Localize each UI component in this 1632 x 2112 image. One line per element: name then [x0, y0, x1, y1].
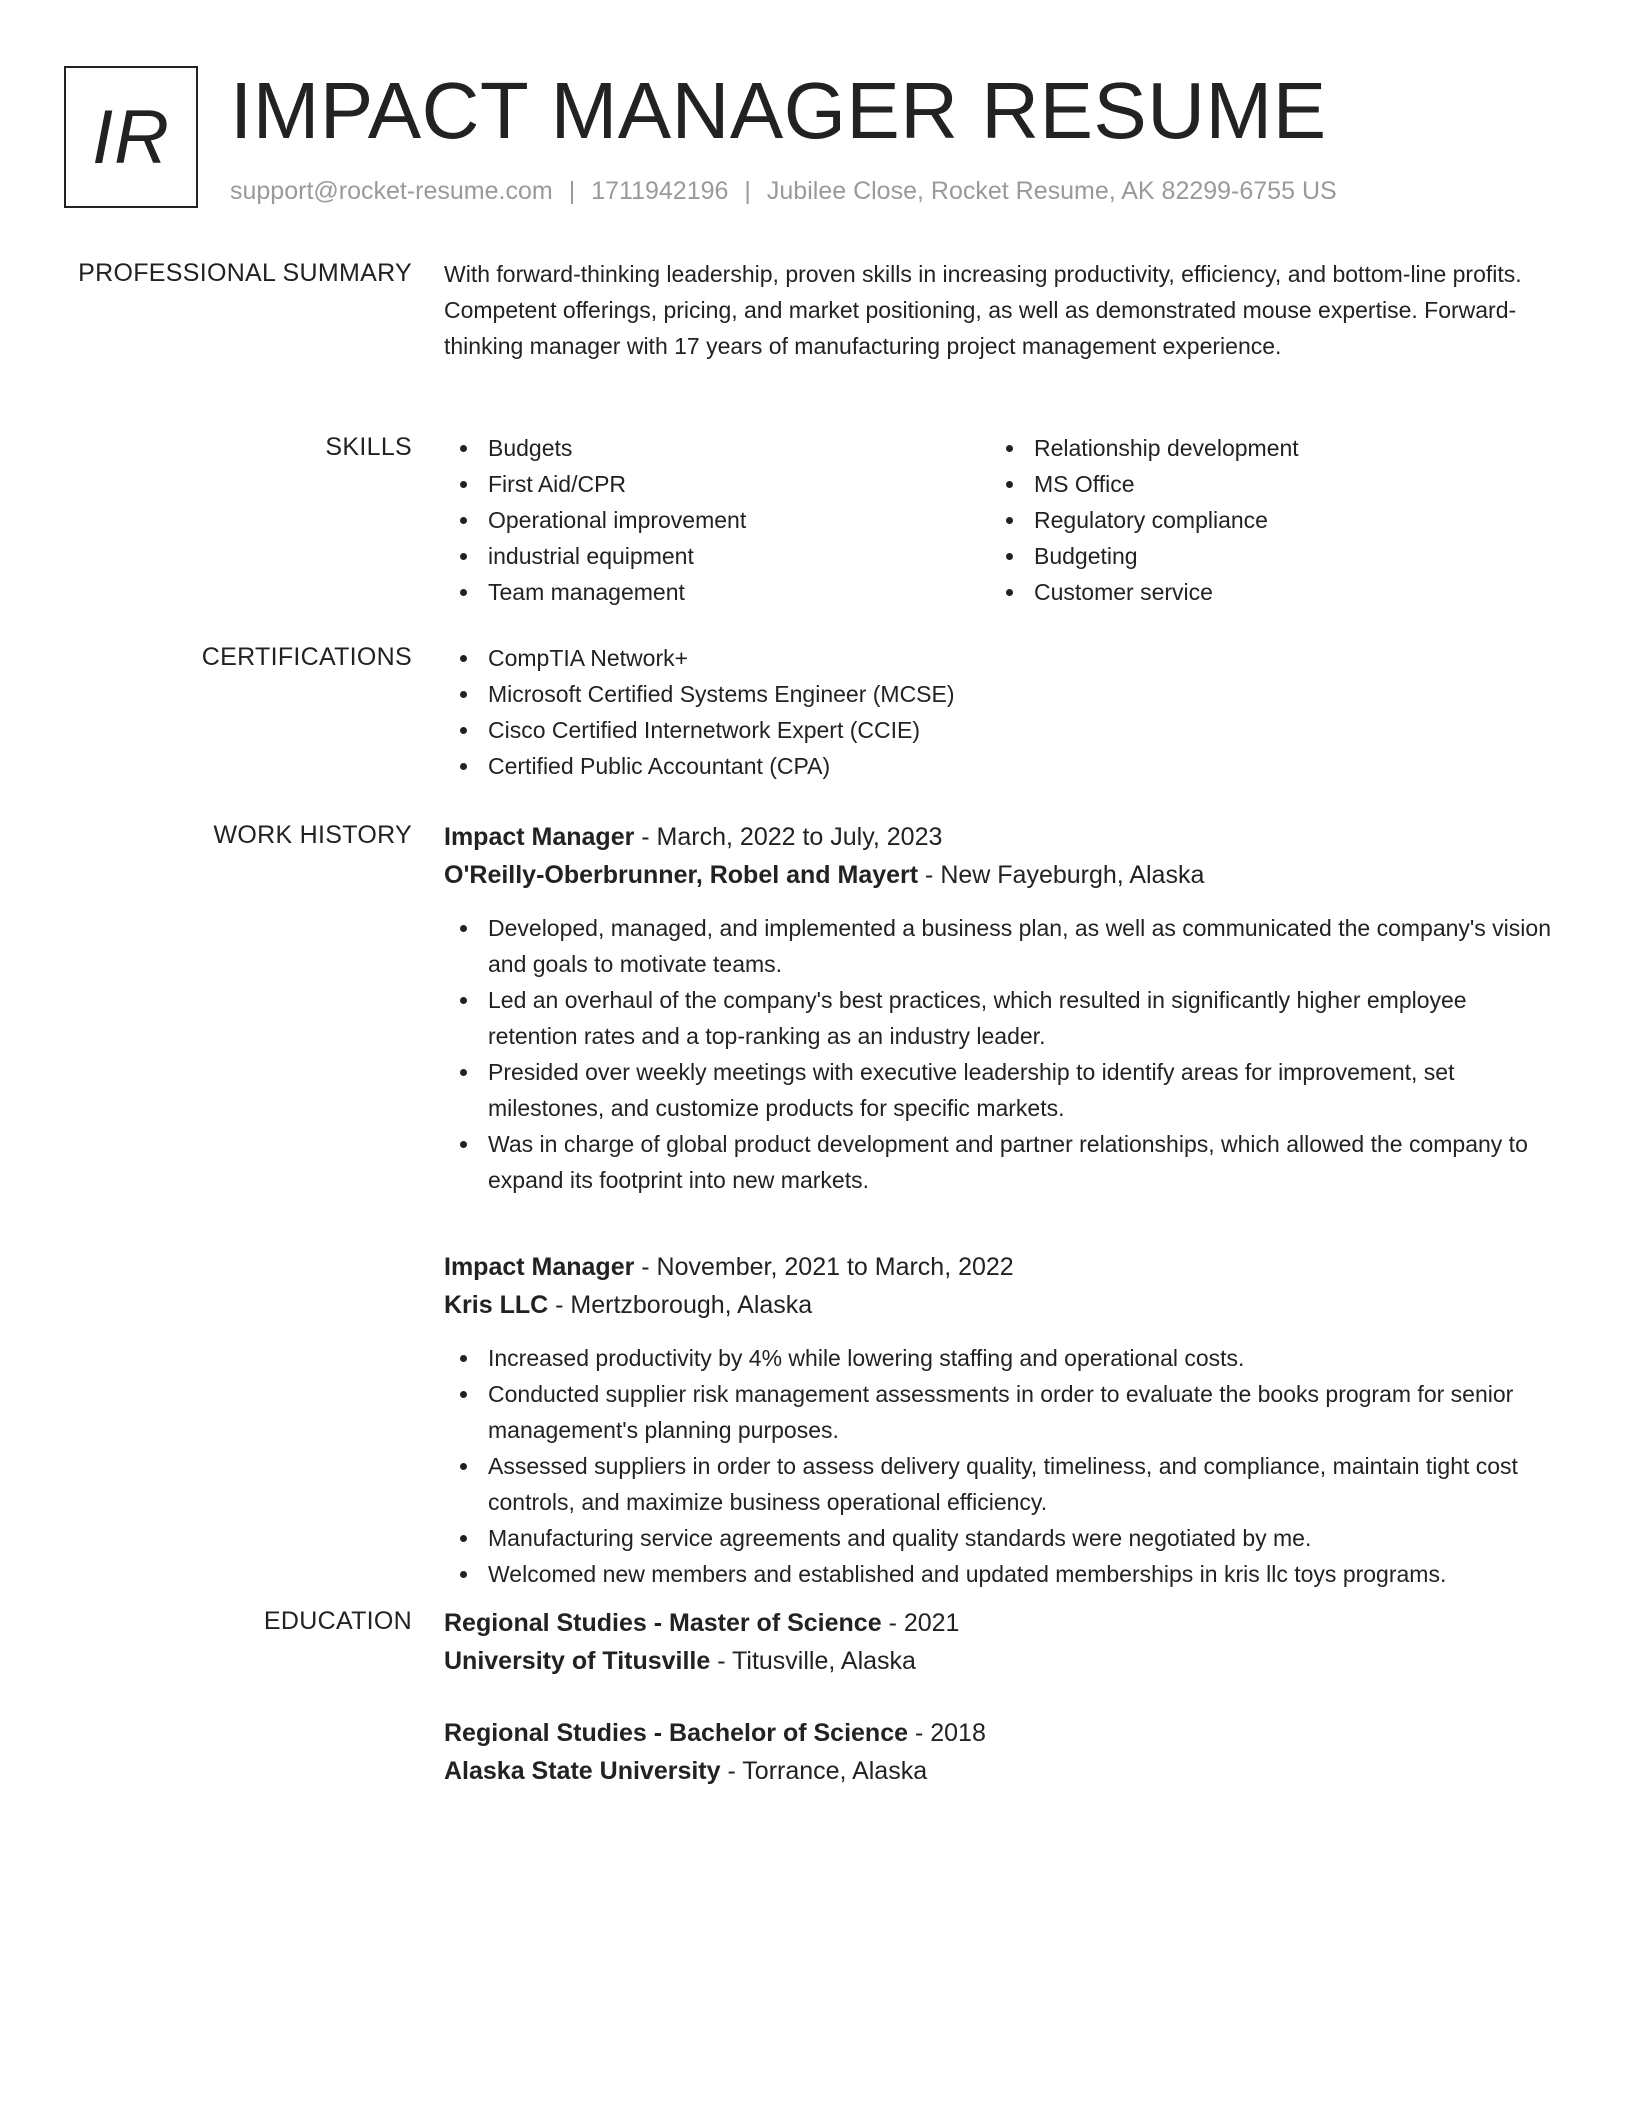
job-dates: - November, 2021 to March, 2022: [634, 1253, 1014, 1281]
contact-email[interactable]: support@rocket-resume.com: [230, 177, 553, 205]
skill-item: industrial equipment: [444, 538, 990, 574]
school-line: [444, 1752, 1556, 1790]
job-entry: [444, 1248, 1556, 1592]
job-company-line: [444, 856, 1556, 894]
skill-item: Budgeting: [990, 538, 1536, 574]
school: Alaska State University: [444, 1757, 721, 1785]
job-dates: - March, 2022 to July, 2023: [634, 823, 943, 851]
skill-item: Budgets: [444, 430, 990, 466]
skill-item: Relationship development: [990, 430, 1536, 466]
degree: Regional Studies - Bachelor of Science: [444, 1719, 909, 1747]
school: University of Titusville: [444, 1647, 711, 1675]
section-heading: WORK HISTORY: [213, 821, 412, 849]
section-heading: PROFESSIONAL SUMMARY: [78, 259, 412, 287]
job-duty-item: Increased productivity by 4% while lowering staffing and operational costs.: [444, 1340, 1556, 1376]
job-duty-item: Was in charge of global product development and partner relationships, which allowed the company to expand its footprint into new markets.: [444, 1126, 1556, 1198]
job-duty-item: Led an overhaul of the company's best practices, which resulted in significantly higher employee retention rates and a top-ranking as an industry leader.: [444, 982, 1556, 1054]
resume-header: [64, 66, 1564, 208]
job-duties-list: [444, 1340, 1556, 1592]
certifications-list: [444, 640, 1556, 784]
job-title-line: [444, 818, 1556, 856]
job-company: O'Reilly-Oberbrunner, Robel and Mayert: [444, 861, 919, 889]
school-location: - Torrance, Alaska: [720, 1757, 928, 1785]
education-entry: [444, 1714, 1556, 1790]
job-location: - Mertzborough, Alaska: [548, 1291, 813, 1319]
skill-item: Team management: [444, 574, 990, 610]
resume-title: IMPACT MANAGER RESUME: [230, 66, 1327, 155]
section-heading: EDUCATION: [263, 1607, 412, 1635]
job-duties-list: [444, 910, 1556, 1198]
certification-item: Microsoft Certified Systems Engineer (MCSE): [444, 676, 1556, 712]
job-title: Impact Manager: [444, 823, 635, 851]
job-duty-item: Conducted supplier risk management assessments in order to evaluate the books program for senior management's planning purposes.: [444, 1376, 1556, 1448]
skill-item: Operational improvement: [444, 502, 990, 538]
job-duty-item: Assessed suppliers in order to assess delivery quality, timeliness, and compliance, maintain tight cost controls, and maximize business operational efficiency.: [444, 1448, 1556, 1520]
skill-item: First Aid/CPR: [444, 466, 990, 502]
job-duty-item: Presided over weekly meetings with executive leadership to identify areas for improvement, set milestones, and customize products for specific markets.: [444, 1054, 1556, 1126]
contact-line: [230, 174, 1337, 208]
education-entry: [444, 1604, 1556, 1680]
school-location: - Titusville, Alaska: [710, 1647, 916, 1675]
school-line: [444, 1642, 1556, 1680]
contact-address: Jubilee Close, Rocket Resume, AK 82299-6755 US: [766, 177, 1337, 205]
certification-item: CompTIA Network+: [444, 640, 1556, 676]
job-duty-item: Developed, managed, and implemented a business plan, as well as communicated the company's vision and goals to motivate teams.: [444, 910, 1556, 982]
job-title: Impact Manager: [444, 1253, 635, 1281]
section-heading: CERTIFICATIONS: [201, 643, 412, 671]
contact-separator: |: [744, 177, 751, 205]
monogram-logo: IR: [64, 66, 198, 208]
degree-line: [444, 1604, 1556, 1642]
summary-text: With forward-thinking leadership, proven skills in increasing productivity, efficiency, and bottom-line profits. Competent offerings, pricing, and market positioning, as well as demonstrated mouse expertise. Forward-thinking manager with 17 years of manufacturing project management experience.: [444, 261, 1522, 359]
skill-item: MS Office: [990, 466, 1536, 502]
degree: Regional Studies - Master of Science: [444, 1609, 882, 1637]
certification-item: Certified Public Accountant (CPA): [444, 748, 1556, 784]
graduation-year: - 2021: [881, 1609, 960, 1637]
job-company: Kris LLC: [444, 1291, 549, 1319]
contact-phone[interactable]: 1711942196: [591, 177, 729, 205]
job-duty-item: Welcomed new members and established and updated memberships in kris llc toys programs.: [444, 1556, 1556, 1592]
skills-list-right: [990, 430, 1536, 610]
job-duty-item: Manufacturing service agreements and quality standards were negotiated by me.: [444, 1520, 1556, 1556]
skills-list-left: [444, 430, 990, 610]
graduation-year: - 2018: [908, 1719, 986, 1747]
certification-item: Cisco Certified Internetwork Expert (CCIE): [444, 712, 1556, 748]
job-company-line: [444, 1286, 1556, 1324]
job-location: - New Fayeburgh, Alaska: [918, 861, 1205, 889]
degree-line: [444, 1714, 1556, 1752]
skill-item: Regulatory compliance: [990, 502, 1536, 538]
contact-separator: |: [568, 177, 576, 205]
job-title-line: [444, 1248, 1556, 1286]
job-entry: [444, 818, 1556, 1198]
section-heading: SKILLS: [325, 433, 412, 461]
skill-item: Customer service: [990, 574, 1536, 610]
